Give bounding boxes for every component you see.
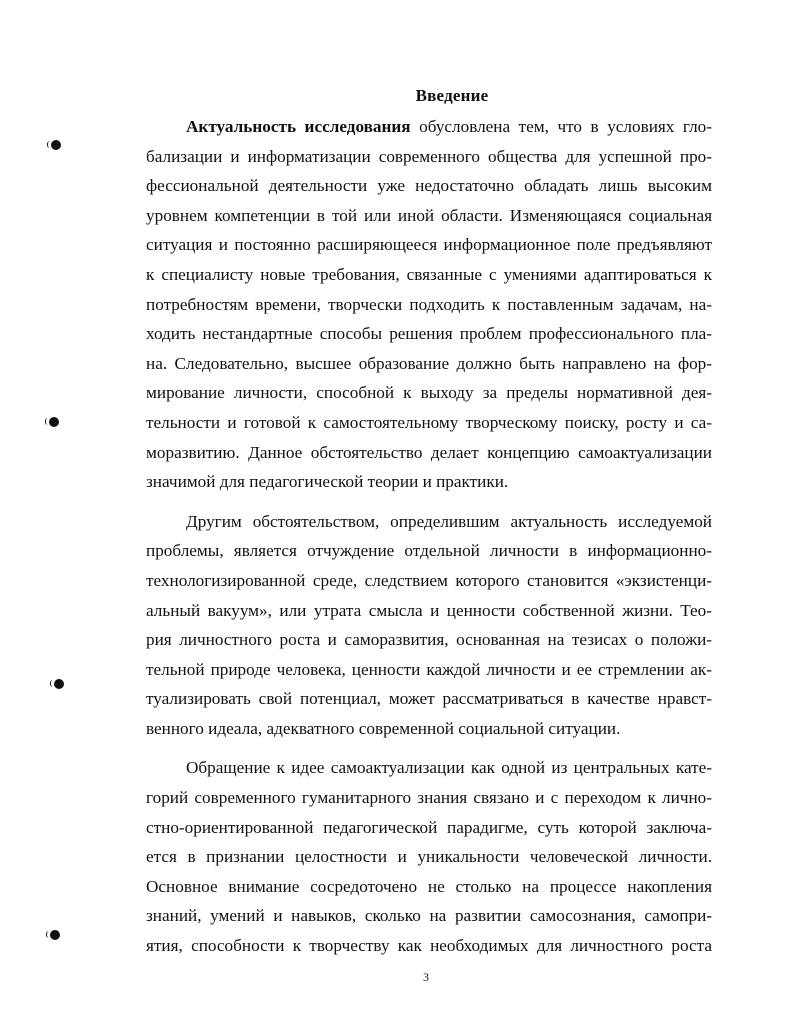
- lead-phrase: Актуальность исследования: [186, 117, 411, 136]
- text-line: потребностям времени, творчески подходить к поставленным задачам, на-: [146, 294, 712, 314]
- text-line: на. Следовательно, высшее образование должно быть направлено на фор-: [146, 353, 712, 373]
- text-line: ситуация и постоянно расширяющееся информационное поле предъявляют: [146, 235, 712, 255]
- text-line: тельности и готовой к самостоятельному творческому поиску, росту и са-: [146, 412, 712, 432]
- text-line: ется в признании целостности и уникальности человеческой личности.: [146, 847, 712, 867]
- paragraph-gap: [146, 743, 712, 753]
- text-line: бализации и информатизации современного общества для успешной про-: [146, 146, 712, 166]
- text-line: тельной природе человека, ценности каждой личности и ее стремлении ак-: [146, 659, 712, 679]
- text-line: проблемы, является отчуждение отдельной личности в информационно-: [146, 541, 712, 561]
- text-line: венного идеала, адекватного современной социальной ситуации.: [146, 718, 621, 738]
- binding-hole-mark-4: [50, 930, 60, 940]
- text-line: стно-ориентированной педагогической парадигме, суть которой заключа-: [146, 817, 712, 837]
- text-line: Другим обстоятельством, определившим актуальность исследуемой: [186, 511, 712, 531]
- text-line: обусловлена тем, что в условиях гло-: [410, 117, 712, 136]
- text-line: мирование личности, способной к выходу за пределы нормативной дея-: [146, 383, 712, 403]
- page-number: 3: [423, 970, 429, 984]
- binding-hole-mark-3: [54, 679, 64, 689]
- text-line: Обращение к идее самоактуализации как одной из центральных кате-: [186, 758, 712, 778]
- text-line: рия личностного роста и саморазвития, основанная на тезисах о положи-: [146, 630, 712, 650]
- text-line: ходить нестандартные способы решения проблем профессионального пла-: [146, 324, 712, 344]
- paragraph-gap: [146, 497, 712, 507]
- binding-hole-mark-1: [51, 140, 61, 150]
- text-line: Основное внимание сосредоточено не столько на процессе накопления: [146, 876, 712, 896]
- text-line: альный вакуум», или утрата смысла и ценности собственной жизни. Тео-: [146, 600, 712, 620]
- text-line: горий современного гуманитарного знания связано и с переходом к лично-: [146, 788, 712, 808]
- text-line: знаний, умений и навыков, сколько на развитии самосознания, самопри-: [146, 906, 712, 926]
- binding-hole-mark-2: [49, 417, 59, 427]
- text-line: туализировать свой потенциал, может рассматриваться в качестве нравст-: [146, 689, 712, 709]
- text-line: ятия, способности к творчеству как необходимых для личностного роста: [146, 936, 712, 956]
- text-line: значимой для педагогической теории и практики.: [146, 472, 509, 492]
- text-line: моразвитию. Данное обстоятельство делает концепцию самоактуализации: [146, 442, 712, 462]
- text-line: фессиональной деятельности уже недостаточно обладать лишь высоким: [146, 176, 712, 196]
- body-text: [146, 112, 712, 961]
- paragraph-1-line-1: [146, 112, 712, 142]
- text-line: уровнем компетенции в той или иной области. Изменяющаяся социальная: [146, 205, 712, 225]
- section-heading: Введение: [415, 86, 489, 105]
- text-line: к специалисту новые требования, связанные с умениями адаптироваться к: [146, 264, 712, 284]
- text-line: технологизированной среде, следствием которого становится «экзистенци-: [146, 570, 712, 590]
